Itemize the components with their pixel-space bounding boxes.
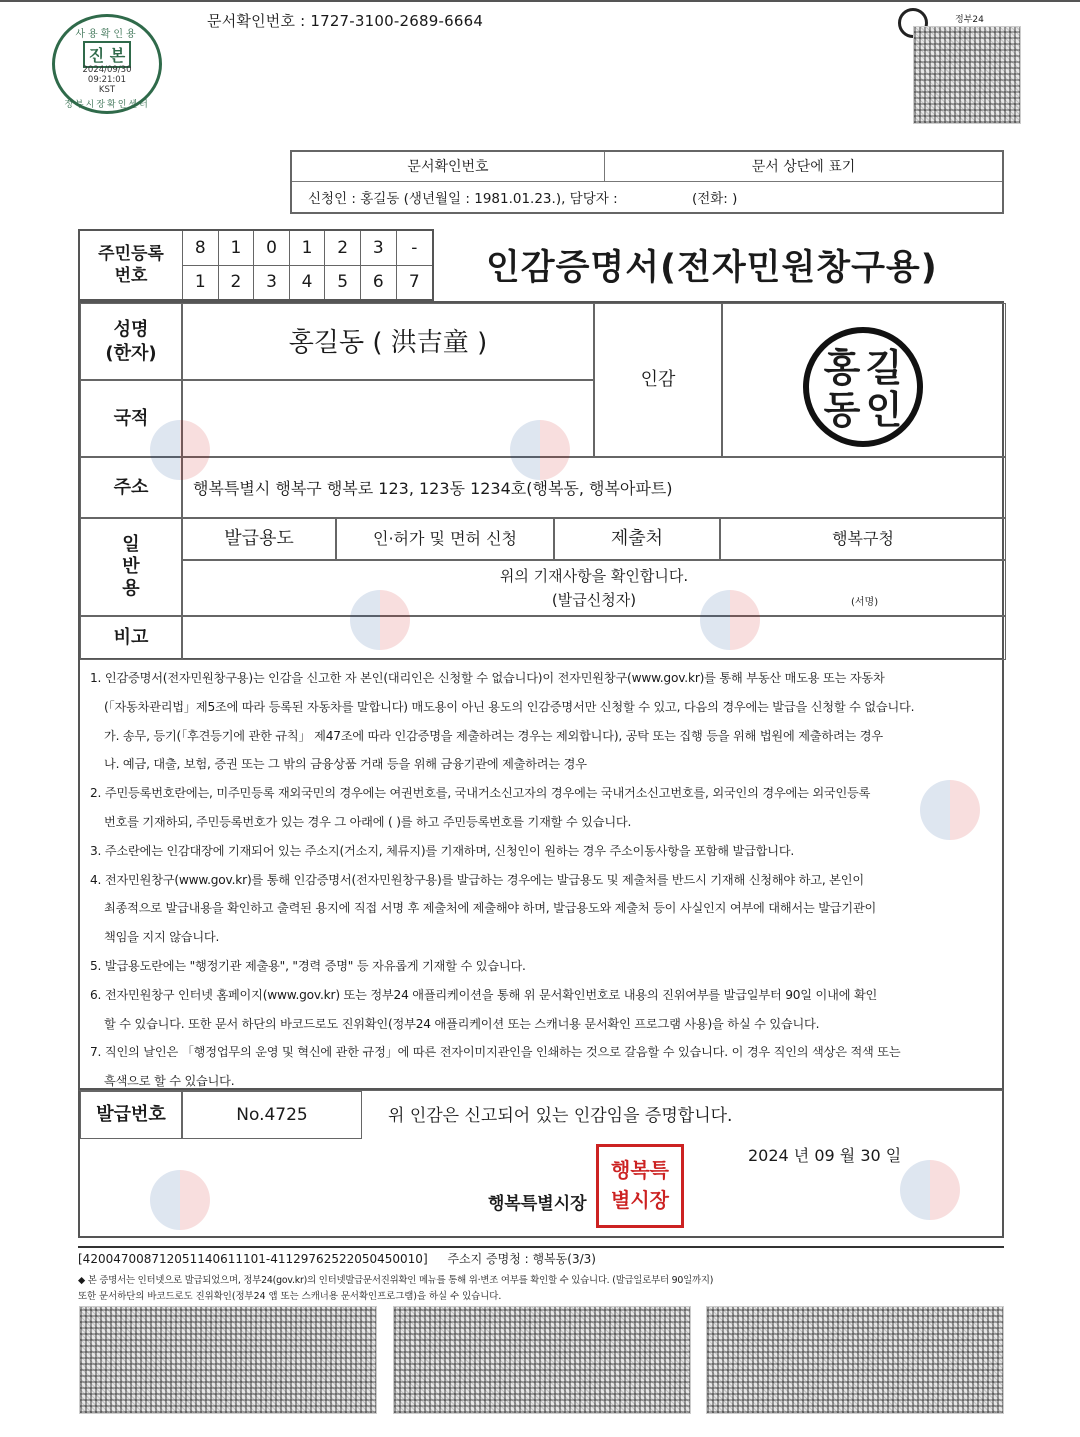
doc-confirm-number-top: 문서확인번호 : 1727-3100-2689-6664 (207, 12, 484, 30)
seal-date: 2024/09/30 (82, 65, 132, 75)
seal-top-text: 사용확인용 (75, 29, 139, 40)
note-line: 가. 송무, 등기(「후견등기에 관한 규칙」 제47조에 따라 인감증명을 제출하려는 경우는 제외합니다), 공탁 또는 집행 등을 위해 법원에 제출하려는 경우 (104, 728, 883, 743)
name-label (80, 303, 182, 380)
barcode-icon (79, 1306, 377, 1414)
general-char: 일 (122, 534, 140, 555)
barcode-icon (706, 1306, 1004, 1414)
footer-address-cert: 주소지 증명청 : 행복동(3/3) (447, 1252, 596, 1266)
reg-digit: 8 (183, 230, 219, 265)
issuer-name: 행복특별시장 (488, 1194, 587, 1214)
issue-section (78, 1090, 1004, 1238)
reg-digit: 4 (289, 265, 325, 300)
note-line: 번호를 기재하되, 주민등록번호가 있는 경우 그 아래에 ( )를 하고 주민등록번호를 기재할 수 있습니다. (104, 814, 632, 829)
remark-value (182, 616, 1006, 660)
footer-code: [420047008712051140611101-41129762522050450010] (78, 1252, 428, 1266)
seal-time: 09:21:01 (87, 75, 127, 85)
name-value: 홍길동 ( 洪吉童 ) (182, 303, 594, 380)
name-label-line2: (한자) (105, 342, 157, 364)
note-line: 최종적으로 발급내용을 확인하고 출력된 용지에 직접 서명 후 제출처에 제출해야 하며, 발급용도와 제출처 등이 사실인지 여부에 대해서는 발급기관이 (104, 901, 877, 916)
watermark-icon (700, 590, 760, 650)
reg-digit: 0 (254, 230, 290, 265)
address-value: 행복특별시 행복구 행복로 123, 123동 1234호(행복동, 행복아파트) (182, 457, 1006, 518)
note-line: 3. 주소란에는 인감대장에 기재되어 있는 주소지(거소지, 체류지)를 기재하며, 신청인이 원하는 경우 주소이동사항을 포함해 발급합니다. (90, 843, 795, 858)
note-line: 6. 전자민원창구 인터넷 홈페이지(www.gov.kr) 또는 정부24 애플리케이션을 통해 위 문서확인번호로 내용의 진위여부를 발급일부터 90일 이내에 확인 (90, 987, 878, 1002)
issue-number-value: No.4725 (182, 1091, 362, 1139)
confirm-box (182, 560, 1006, 616)
footer-note-1: ◆ 본 증명서는 인터넷으로 발급되었으며, 정부24(gov.kr)의 인터넷발급문서진위확인 메뉴를 통해 위·변조 여부를 확인할 수 있습니다. (발급일로부터 90일까지) (78, 1275, 714, 1286)
footer-divider (78, 1246, 1004, 1248)
personal-seal-stamp (803, 327, 923, 447)
general-use-label (80, 518, 182, 616)
general-char: 용 (122, 578, 140, 599)
purpose-value: 인·허가 및 면허 신청 (336, 518, 554, 560)
note-line: 2. 주민등록번호란에는, 미주민등록 재외국민의 경우에는 여권번호를, 국내거소신고자의 경우에는 국내거소신고번호를, 외국인의 경우에는 외국인등록 (90, 786, 871, 801)
seal-center-text: 진 본 (83, 41, 131, 68)
registration-number-table (78, 229, 434, 301)
stamp-char: 홍 (823, 345, 861, 390)
note-line: 나. 예금, 대출, 보험, 증권 또는 그 밖의 금융상품 거래 등을 위해 금융기관에 제출하려는 경우 (104, 757, 587, 772)
applicant-label: (발급신청자) (551, 591, 637, 609)
watermark-icon (150, 1170, 210, 1230)
reg-digit: 1 (183, 265, 219, 300)
certify-text: 위 인감은 신고되어 있는 인감임을 증명합니다. (388, 1106, 733, 1126)
note-line: 책임을 지지 않습니다. (104, 930, 220, 945)
seal-label: 인감 (594, 303, 722, 457)
notes-section (78, 660, 1004, 1090)
note-line: 할 수 있습니다. 또한 문서 하단의 바코드로도 진위확인(정부24 애플리케이션 또는 스캐너용 문서확인 프로그램 사용)을 하실 수 있습니다. (104, 1016, 820, 1031)
nationality-label: 국적 (80, 380, 182, 457)
top-border-line (0, 0, 1080, 2)
note-line: (「자동차관리법」제5조에 따라 등록된 자동차를 말합니다) 매도용이 아닌 용도의 인감증명서만 신청할 수 있고, 다음의 경우에는 발급을 신청할 수 없습니다. (104, 699, 915, 714)
gov24-label: 정부24 (955, 15, 984, 25)
confirm-text: 위의 기재사항을 확인합니다. (499, 567, 689, 585)
reg-digit: 5 (325, 265, 361, 300)
phone-info: (전화: ) (691, 190, 738, 207)
note-line: 5. 발급용도란에는 "행정기관 제출용", "경력 증명" 등 자유롭게 기재할 수 있습니다. (90, 958, 526, 973)
general-char: 반 (122, 556, 140, 577)
seal-bottom-text: 정부시장확인센터 (64, 100, 150, 110)
purpose-label: 발급용도 (182, 518, 336, 560)
issue-number-label: 발급번호 (80, 1091, 182, 1139)
reg-digit: 2 (325, 230, 361, 265)
official-red-seal (596, 1144, 684, 1228)
note-line: 4. 전자민원창구(www.gov.kr)를 통해 인감증명서(전자민원창구용)를 발급하는 경우에는 발급용도 및 제출처를 반드시 기재해 신청해야 하고, 본인이 (90, 872, 864, 887)
address-label: 주소 (80, 457, 182, 518)
applicant-row (291, 181, 1003, 213)
seal-datetime (55, 65, 159, 95)
watermark-icon (510, 420, 570, 480)
stamp-char: 인 (865, 387, 903, 432)
submit-value: 행복구청 (720, 518, 1006, 560)
remark-label: 비고 (80, 616, 182, 660)
reg-digit: - (396, 230, 433, 265)
reg-digit: 1 (218, 230, 254, 265)
watermark-icon (900, 1160, 960, 1220)
note-line: 1. 인감증명서(전자민원창구용)는 인감을 신고한 자 본인(대리인은 신청할 수 없습니다)이 전자민원창구(www.gov.kr)를 통해 부동산 매도용 또는 자동차 (90, 671, 885, 685)
document-title: 인감증명서(전자민원창구용) (486, 248, 938, 288)
applicant-info: 신청인 : 홍길동 (생년월일 : 1981.01.23.), 담당자 : (308, 190, 618, 207)
watermark-icon (350, 590, 410, 650)
sign-label: (서명) (851, 597, 879, 608)
registration-label (79, 230, 183, 300)
issue-date: 2024 년 09 월 30 일 (748, 1146, 902, 1165)
footer-note-2: 또한 문서하단의 바코드로도 진위확인(정부24 앱 또는 스캐너용 문서확인프로그램)을 하실 수 있습니다. (78, 1291, 502, 1302)
watermark-icon (150, 420, 210, 480)
header-col-top-mark: 문서 상단에 표기 (605, 151, 1004, 181)
watermark-icon (920, 780, 980, 840)
header-col-doc-number: 문서확인번호 (291, 151, 605, 181)
reg-digit: 2 (218, 265, 254, 300)
reg-digit: 3 (254, 265, 290, 300)
note-line: 7. 직인의 날인은 「행정업무의 운영 및 혁신에 관한 규정」에 따른 전자이미지관인을 인쇄하는 것으로 갈음할 수 있습니다. 이 경우 직인의 색상은 적색 또는 (90, 1045, 901, 1060)
stamp-char: 동 (823, 387, 861, 432)
red-seal-line: 행복특 (611, 1158, 669, 1182)
barcode-icon (393, 1306, 691, 1414)
stamp-char: 길 (865, 345, 903, 390)
footer-code-row (78, 1250, 596, 1267)
authenticity-seal (52, 14, 162, 114)
name-label-line1: 성명 (113, 318, 149, 340)
registration-label-line2: 번호 (114, 266, 148, 286)
reg-digit: 1 (289, 230, 325, 265)
seal-timezone: KST (98, 85, 116, 95)
reg-digit: 3 (360, 230, 396, 265)
header-table (290, 150, 1004, 214)
note-line: 흑색으로 할 수 있습니다. (104, 1074, 235, 1089)
reg-digit: 7 (396, 265, 433, 300)
submit-label: 제출처 (554, 518, 720, 560)
red-seal-line: 별시장 (611, 1188, 669, 1212)
reg-digit: 6 (360, 265, 396, 300)
registration-label-line1: 주민등록 (98, 244, 164, 264)
qr-code-icon (913, 26, 1021, 124)
